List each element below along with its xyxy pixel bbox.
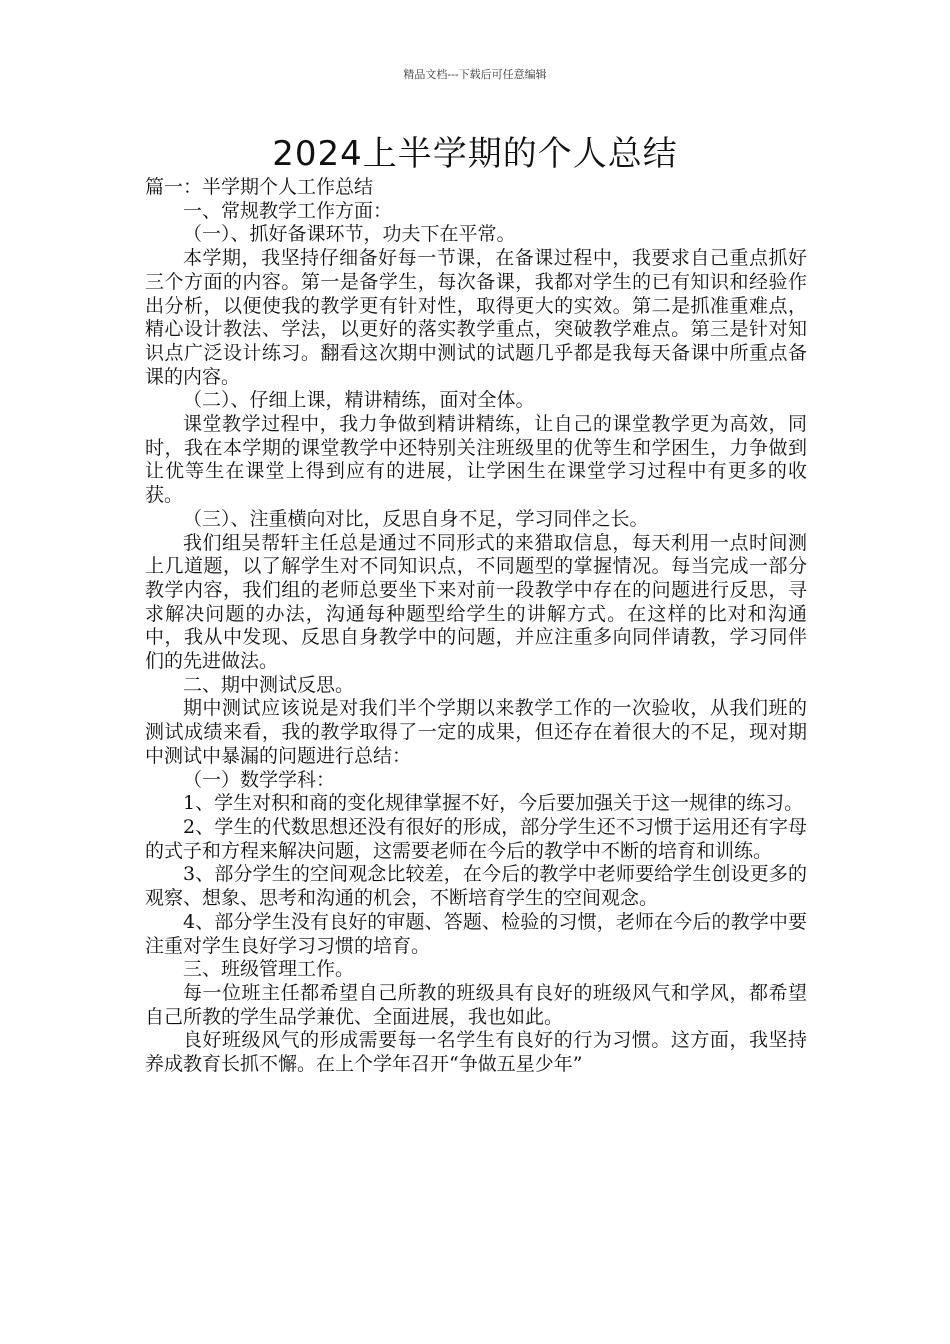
subsection-heading: 一、常规教学工作方面： <box>183 199 393 222</box>
list-item: 1、学生对积和商的变化规律掌握不好，今后要加强关于这一规律的练习。 <box>183 792 804 815</box>
paragraph: 课堂教学过程中，我力争做到精讲精练，让自己的课堂教学更为高效，同时，我在本学期的课堂教学中还特别关注班级里的优等生和学困生，力争做到让优等生在课堂上得到应有的进展，让学困生在课堂学习过程中有更多的收获。 <box>145 413 807 507</box>
paragraph: 良好班级风气的形成需要每一名学生有良好的行为习惯。这方面，我坚持养成教育长抓不懈。在上个学年召开“争做五星少年” <box>145 1029 807 1076</box>
subsection-heading: 二、期中测试反思。 <box>183 673 355 696</box>
section-heading: 篇一：半学期个人工作总结 <box>145 176 374 198</box>
subsection-heading: （一）数学学科： <box>183 768 336 791</box>
document-body <box>145 176 807 1077</box>
subsection-heading: （一）、抓好备课环节，功夫下在平常。 <box>183 223 516 246</box>
paragraph: 我们组吴帮轩主任总是通过不同形式的来猎取信息，每天利用一点时间测上几道题，以了解学生对不同知识点，不同题型的掌握情况。每当完成一部分教学内容，我们组的老师总要坐下来对前一段教学中存在的问题进行反思，寻求解决问题的办法，沟通每种题型给学生的讲解方式。在这样的比对和沟通中，我从中发现、反思自身教学中的问题，并应注重多向同伴请教，学习同伴们的先进做法。 <box>145 531 807 673</box>
document-title: 2024上半学期的个人总结 <box>272 134 678 174</box>
paragraph: 本学期，我坚持仔细备好每一节课，在备课过程中，我要求自己重点抓好三个方面的内容。第一是备学生，每次备课，我都对学生的已有知识和经验作出分析，以便使我的教学更有针对性，取得更大的实效。第二是抓准重难点，精心设计教法、学法，以更好的落实教学重点，突破教学难点。第三是针对知识点广泛设计练习。翻看这次期中测试的试题几乎都是我每天备课中所重点备课的内容。 <box>145 247 807 388</box>
page-header: 精品文档---下载后可任意编辑 <box>403 68 547 81</box>
paragraph: 每一位班主任都希望自己所教的班级具有良好的班级风气和学风，都希望自己所教的学生品学兼优、全面进展，我也如此。 <box>145 981 807 1028</box>
list-item: 2、学生的代数思想还没有很好的形成，部分学生还不习惯于运用还有字母的式子和方程来解决问题，这需要老师在今后的教学中不断的培育和训练。 <box>145 815 807 862</box>
subsection-heading: 三、班级管理工作。 <box>183 958 355 981</box>
paragraph: 期中测试应该说是对我们半个学期以来教学工作的一次验收，从我们班的测试成绩来看，我的教学取得了一定的成果，但还存在着很大的不足，现对期中测试中暴漏的问题进行总结： <box>145 697 807 767</box>
list-item: 4、部分学生没有良好的审题、答题、检验的习惯，老师在今后的教学中要注重对学生良好学习习惯的培育。 <box>145 910 807 957</box>
subsection-heading: （二）、仔细上课，精讲精练，面对全体。 <box>183 389 535 412</box>
subsection-heading: （三）、注重横向对比，反思自身不足，学习同伴之长。 <box>183 507 649 530</box>
list-item: 3、部分学生的空间观念比较差，在今后的教学中老师要给学生创设更多的观察、想象、思考和沟通的机会，不断培育学生的空间观念。 <box>145 863 807 910</box>
